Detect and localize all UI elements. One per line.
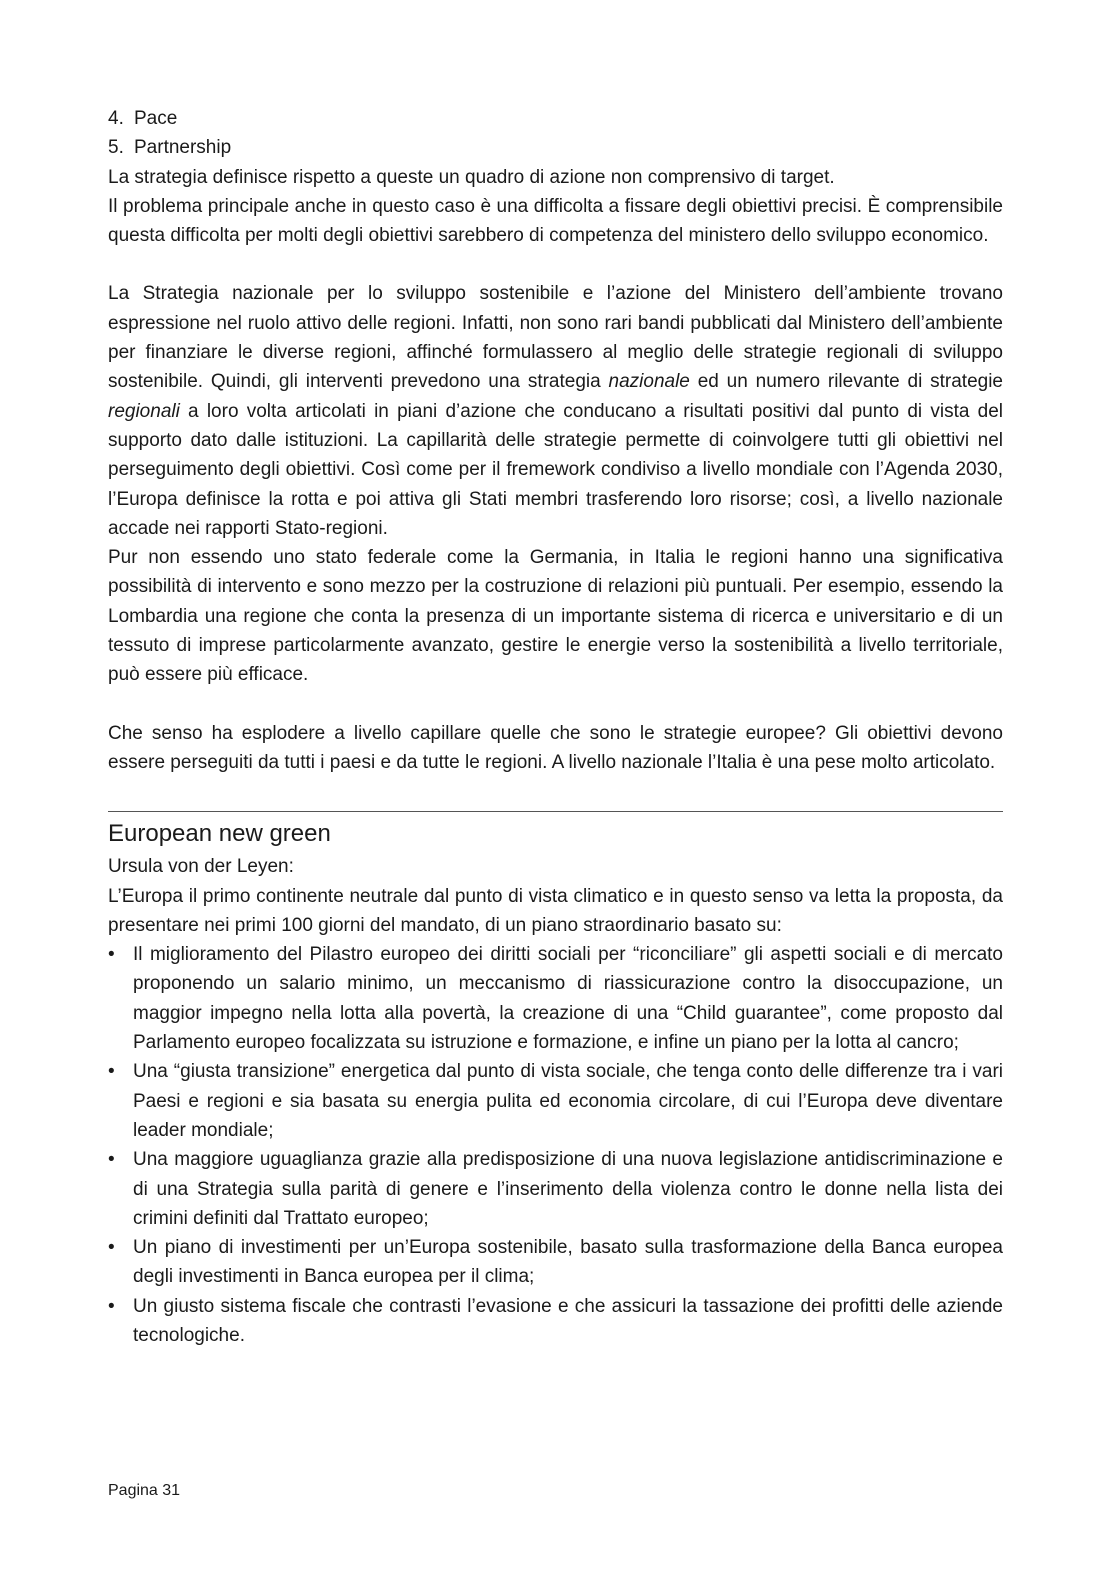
section-subtitle: Ursula von der Leyen: — [108, 856, 294, 878]
paragraph-line: La strategia definisce rispetto a queste un quadro di azione non comprensivo di target. — [108, 166, 835, 188]
bullet-icon: • — [108, 1061, 115, 1083]
text-run: La Strategia nazionale per lo sviluppo sostenibile e l’azione del Ministero dell’ambiente trovano espressione nel ruolo attivo delle regioni. Infatti, non sono rari bandi pubblicati dal Ministero dell’ambiente per finanziare le diverse regioni, affinché formulassero al meglio delle strategie regionali di sviluppo sostenibile. Quindi, gli interventi prevedono una strategia — [108, 283, 1003, 393]
bullet-text: Una maggiore uguaglianza grazie alla predisposizione di una nuova legislazione antidiscriminazione e di una Strategia sulla parità di genere e l’inserimento della violenza contro le donne nella lista dei crimini definiti dal Trattato europeo; — [133, 1149, 1003, 1229]
list-item-text: Pace — [134, 108, 178, 129]
section-title: European new green — [108, 820, 331, 848]
list-item — [108, 104, 1003, 133]
bullet-item — [108, 1233, 1003, 1292]
text-run: a loro volta articolati in piani d’azione che conducano a risultati positivi dal punto di vista del supporto dato dalle istituzioni. La capillarità delle strategie permette di coinvolgere tutti gli obiettivi nel perseguimento degli obiettivi. Così come per il fremework condiviso a livello mondiale con l’Agenda 2030, l’Europa definisce la rotta e poi attiva gli Stati membri trasferendo loro risorse; così, a livello nazionale accade nei rapporti Stato-regioni. — [108, 400, 1003, 539]
paragraph: Il problema principale anche in questo caso è una difficolta a fissare degli obiettivi precisi. È comprensibile questa difficolta per molti degli obiettivi sarebbero di competenza del ministero dello sviluppo economico. — [108, 195, 1003, 247]
emphasis-text: regionali — [108, 400, 180, 422]
section-divider — [108, 811, 1003, 812]
bullet-item — [108, 940, 1003, 1057]
page-number: Pagina 31 — [108, 1482, 181, 1499]
text-run: ed un numero rilevante di strategie — [689, 371, 1004, 393]
paragraph: L’Europa il primo continente neutrale dal punto di vista climatico e in questo senso va letta la proposta, da presentare nei primi 100 giorni del mandato, di un piano straordinario basato su: — [108, 885, 1003, 936]
bullet-text: Un piano di investimenti per un’Europa sostenibile, basato sulla trasformazione della Banca europea degli investimenti in Banca europea per il clima; — [133, 1237, 1003, 1288]
bullet-text: Un giusto sistema fiscale che contrasti l’evasione e che assicuri la tassazione dei profitti delle aziende tecnologiche. — [133, 1295, 1003, 1346]
emphasis-text: nazionale — [608, 371, 690, 393]
bullet-icon: • — [108, 1237, 115, 1259]
paragraph: Pur non essendo uno stato federale come la Germania, in Italia le regioni hanno una significativa possibilità di intervento e sono mezzo per la costruzione di relazioni più puntuali. Per esempio, essendo la Lombardia una regione che conta la presenza di un importante sistema di ricerca e universitario e di un tessuto di imprese particolarmente avanzato, gestire le energie verso la sostenibilità a livello territoriale, può essere più efficace. — [108, 547, 1003, 686]
bullet-item — [108, 1145, 1003, 1233]
bullet-list — [108, 940, 1003, 1350]
paragraph: Che senso ha esplodere a livello capillare quelle che sono le strategie europee? Gli obiettivi devono essere perseguiti da tutti i paesi e da tutte le regioni. A livello nazionale l’Italia è una pese molto articolato. — [108, 722, 1003, 773]
list-item-text: Partnership — [134, 137, 232, 159]
document-page — [108, 104, 1003, 1350]
bullet-text: Il miglioramento del Pilastro europeo dei diritti sociali per “riconciliare” gli aspetti sociali e di mercato proponendo un salario minimo, un meccanismo di riassicurazione contro la disoccupazione, un maggior impegno nella lotta alla povertà, la creazione di una “Child guarantee”, come proposto dal Parlamento europeo focalizzata su istruzione e formazione, e infine un piano per la lotta al cancro; — [133, 944, 1003, 1054]
bullet-icon: • — [108, 1295, 115, 1317]
paragraph — [108, 279, 1003, 543]
bullet-icon: • — [108, 944, 115, 966]
bullet-item — [108, 1292, 1003, 1351]
bullet-text: Una “giusta transizione” energetica dal punto di vista sociale, che tenga conto delle differenze tra i vari Paesi e regioni e sia basata su energia pulita ed economia circolare, di cui l’Europa deve diventare leader mondiale; — [133, 1061, 1003, 1141]
list-number: 4. — [108, 108, 124, 129]
bullet-icon: • — [108, 1149, 115, 1171]
bullet-item — [108, 1057, 1003, 1145]
list-number: 5. — [108, 137, 124, 159]
list-item — [108, 133, 1003, 162]
